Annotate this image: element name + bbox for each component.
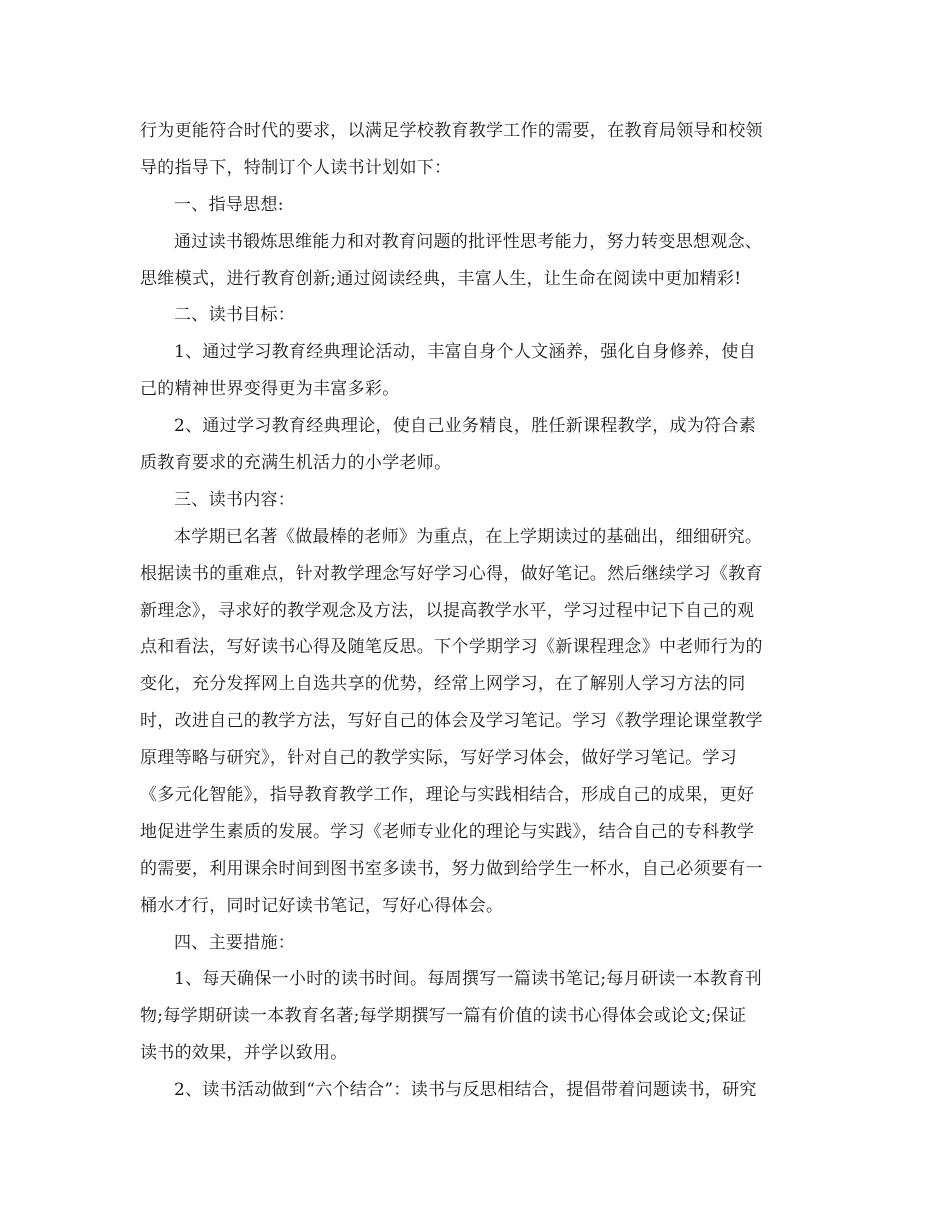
text-line: 时，改进自己的教学方法，写好自己的体会及学习笔记。学习《教学理论课堂教学 bbox=[140, 711, 763, 732]
document-page bbox=[140, 116, 808, 1112]
text-line: 四、主要措施： bbox=[174, 932, 296, 953]
text-line: 本学期已名著《做最棒的老师》为重点，在上学期读过的基础出，细细研究。 bbox=[174, 526, 763, 547]
text-line: 通过读书锻炼思维能力和对教育问题的批评性思考能力，努力转变思想观念、 bbox=[174, 231, 763, 252]
text-line: 行为更能符合时代的要求，以满足学校教育教学工作的需要，在教育局领导和校领 bbox=[140, 121, 763, 141]
text-line: 2、读书活动做到“六个结合”：读书与反思相结合，提倡带着问题读书，研究 bbox=[174, 1080, 757, 1101]
text-line: 二、读书目标： bbox=[174, 305, 296, 326]
text-line: 1、通过学习教育经典理论活动，丰富自身个人文涵养，强化自身修养，使自 bbox=[174, 342, 757, 363]
text-line: 导的指导下，特制订个人读书计划如下： bbox=[140, 157, 452, 178]
text-line: 物;每学期研读一本教育名著;每学期撰写一篇有价值的读书心得体会或论文;保证 bbox=[140, 1006, 747, 1027]
text-line: 思维模式，进行教育创新;通过阅读经典，丰富人生，让生命在阅读中更加精彩! bbox=[140, 268, 742, 289]
text-line: 1、每天确保一小时的读书时间。每周撰写一篇读书笔记;每月研读一本教育刊 bbox=[174, 969, 763, 990]
text-line: 三、读书内容： bbox=[174, 489, 296, 510]
text-line: 点和看法，写好读书心得及随笔反思。下个学期学习《新课程理念》中老师行为的 bbox=[140, 637, 763, 658]
text-line: 地促进学生素质的发展。学习《老师专业化的理论与实践》，结合自己的专科教学 bbox=[140, 821, 755, 842]
text-line: 一、指导思想: bbox=[174, 194, 284, 215]
text-line: 质教育要求的充满生机活力的小学老师。 bbox=[140, 453, 452, 474]
text-line: 变化，充分发挥网上自选共享的优势，经常上网学习，在了解别人学习方法的同 bbox=[140, 674, 746, 695]
text-line: 《多元化智能》，指导教育教学工作，理论与实践相结合，形成自己的成果，更好 bbox=[140, 785, 755, 806]
text-line: 2、通过学习教育经典理论，使自己业务精良，胜任新课程教学，成为符合素 bbox=[174, 416, 757, 437]
text-line: 原理等略与研究》，针对自己的教学实际，写好学习体会，做好学习笔记。学习 bbox=[140, 748, 737, 769]
text-line: 己的精神世界变得更为丰富多彩。 bbox=[140, 379, 400, 400]
text-line: 的需要，利用课余时间到图书室多读书，努力做到给学生一杯水，自己必须要有一 bbox=[140, 858, 763, 879]
text-line: 读书的效果，并学以致用。 bbox=[140, 1043, 348, 1064]
text-line: 根据读书的重难点，针对教学理念写好学习心得，做好笔记。然后继续学习《教育 bbox=[140, 563, 763, 584]
text-line: 桶水才行，同时记好读书笔记，写好心得体会。 bbox=[140, 895, 504, 916]
text-line: 新理念》，寻求好的教学观念及方法，以提高教学水平，学习过程中记下自己的观 bbox=[140, 600, 755, 621]
